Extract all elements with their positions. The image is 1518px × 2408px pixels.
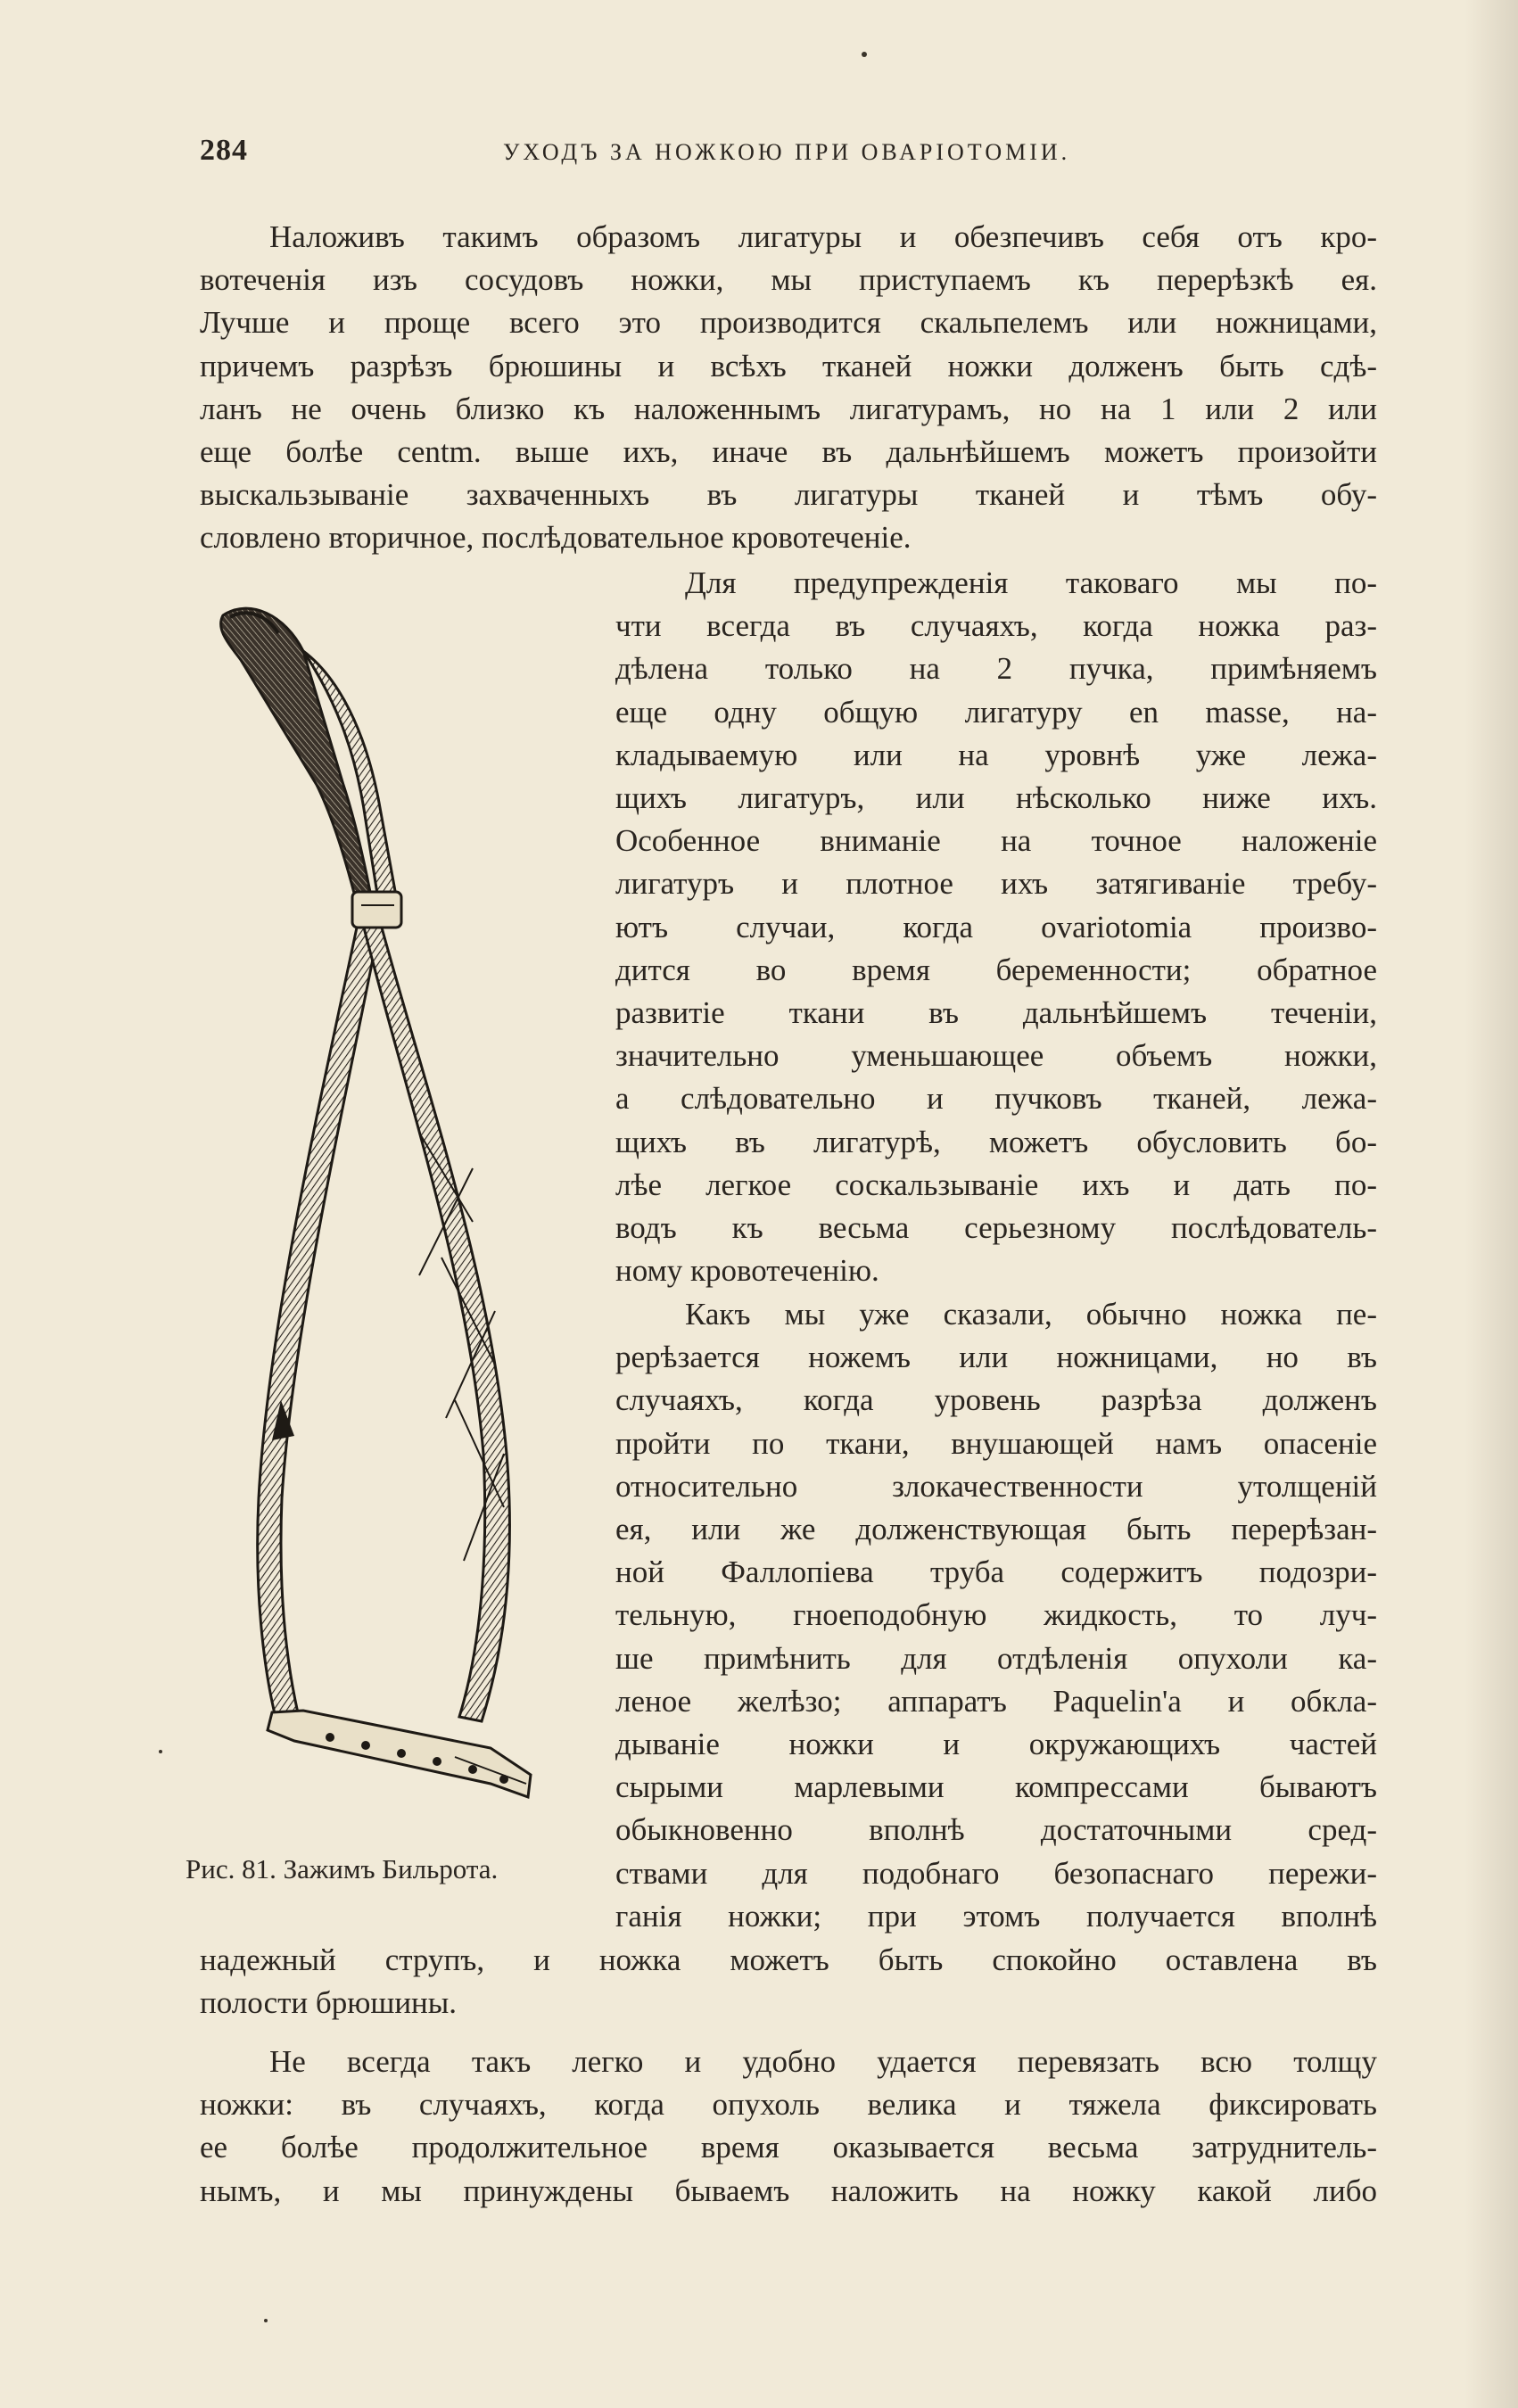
text-line: лигатуръ и плотное ихъ затягиваніе требу-	[615, 866, 1377, 902]
print-speck	[862, 52, 867, 57]
text-line: ному кровотеченію.	[615, 1253, 879, 1289]
text-line: вотеченія изъ сосудовъ ножки, мы приступаемъ къ перерѣзкѣ ея.	[200, 262, 1377, 298]
text-line: сырыми марлевыми компрессами бываютъ	[615, 1769, 1377, 1805]
text-line: развитіе ткани въ дальнѣйшемъ теченіи,	[615, 995, 1377, 1031]
handle-right	[364, 928, 509, 1721]
text-line: обыкновенно вполнѣ достаточными сред-	[615, 1812, 1377, 1848]
text-line: надежный струпъ, и ножка можетъ быть спокойно оставлена въ	[200, 1942, 1377, 1977]
jaw-serrated	[221, 608, 370, 896]
text-line: словлено вторичное, послѣдовательное кровотеченіе.	[200, 520, 912, 556]
text-line: еще болѣе centm. выше ихъ, иначе въ дальнѣйшемъ можетъ произойти	[200, 434, 1377, 470]
text-line: Лучше и проще всего это производится скальпелемъ или ножницами,	[200, 305, 1377, 341]
text-line: щихъ въ лигатурѣ, можетъ обусловить бо-	[615, 1124, 1377, 1159]
text-line: тельную, гноеподобную жидкость, то луч-	[615, 1597, 1377, 1633]
text-line: нымъ, и мы принуждены бываемъ наложить на ножку какой либо	[200, 2173, 1377, 2208]
text-line: случаяхъ, когда уровень разрѣза долженъ	[615, 1382, 1377, 1418]
paragraph-en-masse-ligature	[615, 562, 1377, 1292]
text-line: выскальзываніе захваченныхъ въ лигатуры тканей и тѣмъ обу-	[200, 477, 1377, 513]
text-line: значительно уменьшающее объемъ ножки,	[615, 1038, 1377, 1074]
billroth-clamp-illustration	[196, 598, 571, 1837]
paragraph-stump-cutting	[200, 216, 1377, 560]
handle-left	[258, 928, 379, 1721]
text-line: ножки: въ случаяхъ, когда опухоль велика и тяжела фиксировать	[200, 2087, 1377, 2123]
text-line: ной Фаллопіева труба содержитъ подозри-	[615, 1554, 1377, 1590]
paragraph-cautery	[615, 1293, 1377, 1938]
text-line: ганія ножки; при этомъ получается вполнѣ	[615, 1898, 1377, 1934]
text-line: полости брюшины.	[200, 1985, 458, 2021]
text-line: дится во время беременности; обратное	[615, 952, 1377, 987]
text-line: дываніе ножки и окружающихъ частей	[615, 1727, 1377, 1762]
text-line: ея, или же долженствующая быть перерѣзан-	[615, 1512, 1377, 1547]
figure-billroth-clamp	[196, 598, 571, 1837]
text-line: водъ къ весьма серьезному послѣдователь-	[615, 1210, 1377, 1246]
page-edge-shadow	[1464, 0, 1518, 2408]
text-line: кладываемую или на уровнѣ уже лежа-	[615, 737, 1377, 772]
text-line: ютъ случаи, когда ovariotomia произво-	[615, 909, 1377, 944]
text-line: лѣе легкое соскальзываніе ихъ и дать по-	[615, 1167, 1377, 1202]
running-title: УХОДЪ ЗА НОЖКОЮ ПРИ ОВАРІОТОМІИ.	[503, 139, 1071, 165]
text-line: щихъ лигатуръ, или нѣсколько ниже ихъ.	[615, 780, 1377, 816]
text-line: ланъ не очень близко къ наложеннымъ лигатурамъ, но на 1 или 2 или	[200, 391, 1377, 426]
text-line: Особенное вниманіе на точное наложеніе	[615, 823, 1377, 859]
print-speck	[264, 2319, 268, 2322]
figure-caption: Рис. 81. Зажимъ Бильрота.	[186, 1853, 499, 1884]
text-line: относительно злокачественности утолщеній	[615, 1468, 1377, 1504]
text-line: а слѣдовательно и пучковъ тканей, лежа-	[615, 1081, 1377, 1117]
paragraph-fixation	[200, 2041, 1377, 2213]
text-line: Для предупрежденія таковаго мы по-	[685, 565, 1377, 600]
text-line: еще одну общую лигатуру en masse, на-	[615, 694, 1377, 730]
text-line: Наложивъ такимъ образомъ лигатуры и обезпечивъ себя отъ кро-	[269, 219, 1377, 254]
text-line: пройти по ткани, внушающей намъ опасеніе	[615, 1425, 1377, 1461]
text-line: Не всегда такъ легко и удобно удается перевязать всю толщу	[269, 2044, 1377, 2079]
text-line: причемъ разрѣзъ брюшины и всѣхъ тканей ножки долженъ быть сдѣ-	[200, 348, 1377, 383]
print-speck	[159, 1750, 162, 1753]
text-line: чти всегда въ случаяхъ, когда ножка раз-	[615, 608, 1377, 644]
text-line: дѣлена только на 2 пучка, примѣняемъ	[615, 651, 1377, 687]
text-line: ее болѣе продолжительное время оказывается весьма затруднитель-	[200, 2130, 1377, 2165]
running-header	[200, 134, 1377, 178]
text-line: ствами для подобнаго безопаснаго пережи-	[615, 1855, 1377, 1891]
text-line: леное желѣзо; аппаратъ Paquelin'а и обкла-	[615, 1683, 1377, 1719]
text-line: Какъ мы уже сказали, обычно ножка пе-	[685, 1297, 1377, 1332]
page-number: 284	[200, 134, 248, 167]
paragraph-cautery-continued	[200, 1939, 1377, 2025]
hinge-lock	[352, 892, 401, 928]
text-line: ше примѣнить для отдѣленія опухоли ка-	[615, 1640, 1377, 1676]
text-line: рерѣзается ножемъ или ножницами, но въ	[615, 1340, 1377, 1375]
